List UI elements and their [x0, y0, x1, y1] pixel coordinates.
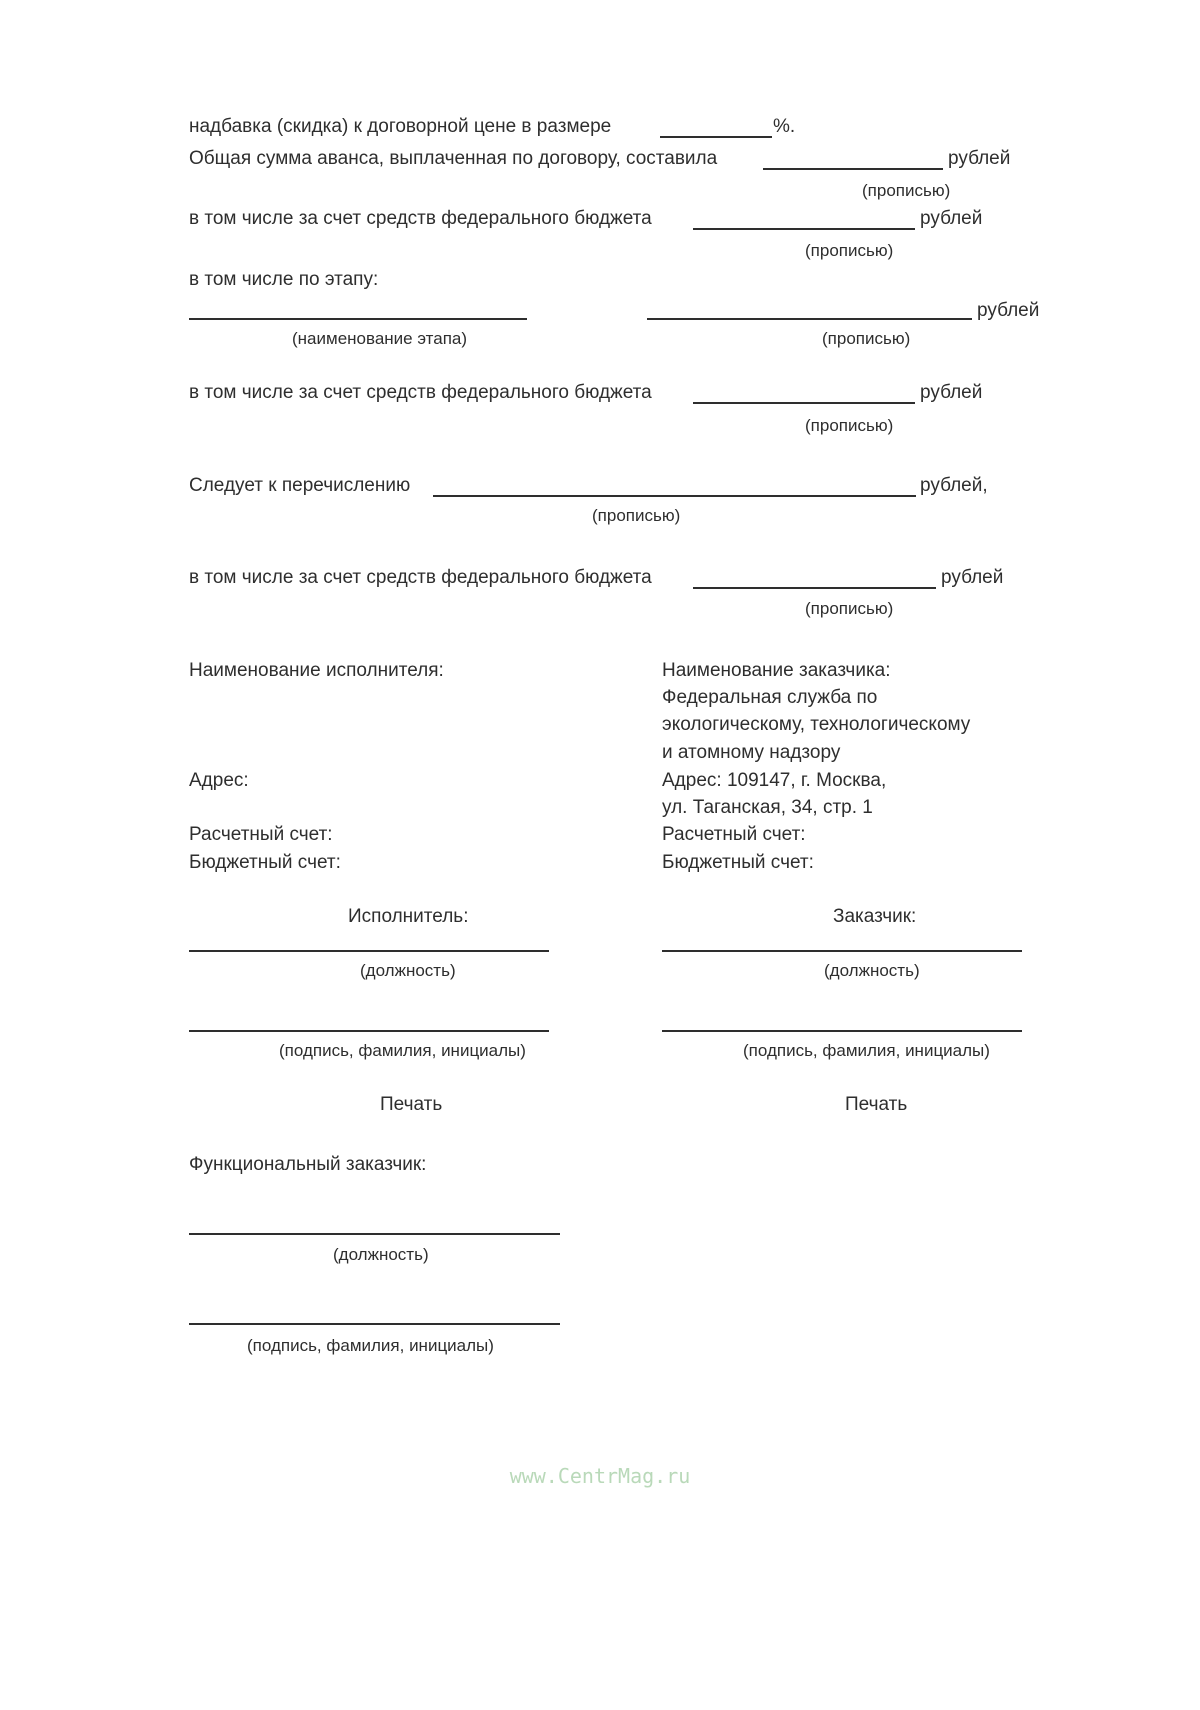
markup-percent-field	[660, 136, 772, 138]
rubles-label: рублей	[977, 300, 1040, 321]
percent-sign: %.	[773, 116, 796, 137]
rubles-label: рублей	[920, 382, 983, 403]
stage-amount-field	[647, 318, 972, 320]
rubles-label: рублей	[948, 148, 1011, 169]
contractor-signer-title: Исполнитель:	[348, 906, 469, 927]
stage-name-caption: (наименование этапа)	[292, 329, 468, 348]
customer-address-line: Адрес: 109147, г. Москва,	[662, 770, 887, 791]
in-words-caption: (прописью)	[805, 599, 894, 618]
in-words-caption: (прописью)	[862, 181, 951, 200]
contractor-address-label: Адрес:	[189, 770, 249, 791]
rubles-label: рублей	[941, 567, 1004, 588]
customer-seal-label: Печать	[845, 1094, 908, 1115]
customer-name-label: Наименование заказчика:	[662, 660, 891, 681]
contractor-position-field	[189, 950, 549, 952]
markup-label: надбавка (скидка) к договорной цене в размере	[189, 116, 612, 137]
federal-budget-field	[693, 587, 936, 589]
federal-budget-label: в том числе за счет средств федерального бюджета	[189, 567, 652, 588]
customer-budget-label: Бюджетный счет:	[662, 852, 814, 873]
functional-customer-position-field	[189, 1233, 560, 1235]
federal-budget-label: в том числе за счет средств федерального бюджета	[189, 208, 652, 229]
customer-name-line: и атомному надзору	[662, 742, 841, 763]
watermark: www.CentrMag.ru	[509, 1464, 691, 1488]
in-words-caption: (прописью)	[805, 241, 894, 260]
federal-budget-label: в том числе за счет средств федерального бюджета	[189, 382, 652, 403]
advance-total-field	[763, 168, 943, 170]
customer-name-line: экологическому, технологическому	[662, 714, 971, 735]
in-words-caption: (прописью)	[822, 329, 911, 348]
customer-settlement-label: Расчетный счет:	[662, 824, 806, 845]
contractor-settlement-label: Расчетный счет:	[189, 824, 333, 845]
customer-signature-field	[662, 1030, 1022, 1032]
signature-caption: (подпись, фамилия, инициалы)	[279, 1041, 526, 1060]
by-stage-label: в том числе по этапу:	[189, 269, 379, 290]
contractor-name-label: Наименование исполнителя:	[189, 660, 444, 681]
functional-customer-signature-field	[189, 1323, 560, 1325]
contractor-signature-field	[189, 1030, 549, 1032]
federal-budget-field	[693, 402, 915, 404]
rubles-label: рублей,	[920, 475, 988, 496]
position-caption: (должность)	[333, 1245, 429, 1264]
stage-name-field	[189, 318, 527, 320]
federal-budget-field	[693, 228, 915, 230]
transfer-label: Следует к перечислению	[189, 475, 411, 496]
transfer-field	[433, 495, 916, 497]
contractor-budget-label: Бюджетный счет:	[189, 852, 341, 873]
signature-caption: (подпись, фамилия, инициалы)	[247, 1336, 494, 1355]
in-words-caption: (прописью)	[805, 416, 894, 435]
contractor-seal-label: Печать	[380, 1094, 443, 1115]
rubles-label: рублей	[920, 208, 983, 229]
customer-address-line: ул. Таганская, 34, стр. 1	[662, 797, 873, 818]
customer-name-line: Федеральная служба по	[662, 687, 878, 708]
customer-signer-title: Заказчик:	[833, 906, 917, 927]
position-caption: (должность)	[360, 961, 456, 980]
position-caption: (должность)	[824, 961, 920, 980]
advance-total-label: Общая сумма аванса, выплаченная по договору, составила	[189, 148, 718, 169]
signature-caption: (подпись, фамилия, инициалы)	[743, 1041, 990, 1060]
functional-customer-label: Функциональный заказчик:	[189, 1154, 427, 1175]
customer-position-field	[662, 950, 1022, 952]
in-words-caption: (прописью)	[592, 506, 681, 525]
